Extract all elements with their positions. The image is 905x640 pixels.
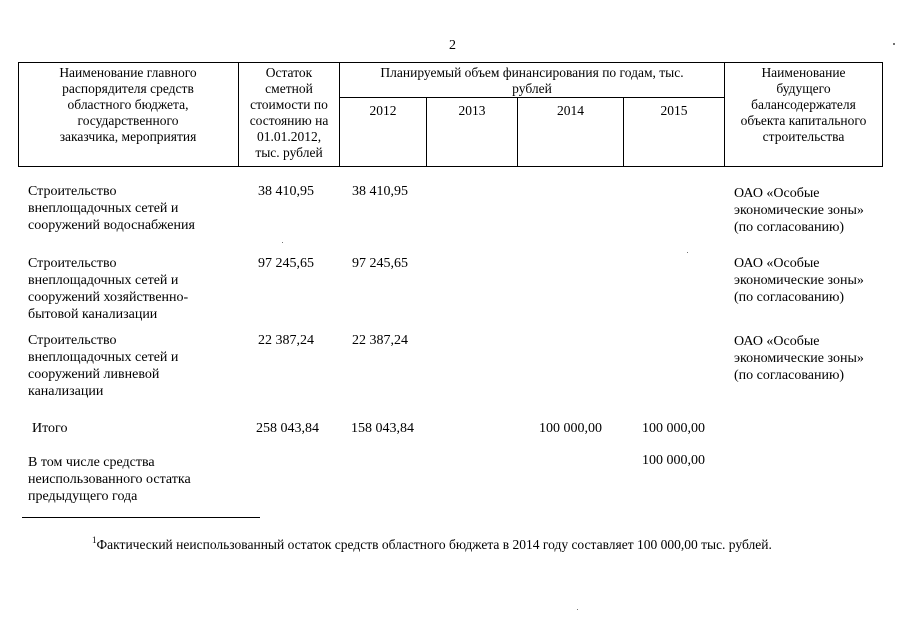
row-remainder: 258 043,84 <box>256 421 319 436</box>
row-2012: 97 245,65 <box>352 256 408 271</box>
row-remainder: 22 387,24 <box>258 333 314 348</box>
row-2015: 100 000,00 <box>642 453 705 468</box>
footnote-text: Фактический неиспользованный остаток средств областного бюджета в 2014 году составляет 100 000,00 тыс. рублей. <box>96 537 772 552</box>
header-holder-column: Наименование будущего балансодержателя объекта капитального строительства <box>740 65 867 144</box>
scan-speck <box>893 43 895 45</box>
row-holder: ОАО «Особые экономические зоны» (по согласованию) <box>734 186 864 235</box>
row-holder: ОАО «Особые экономические зоны» (по согласованию) <box>734 256 864 305</box>
row-name: Строительство внеплощадочных сетей и сооружений хозяйственно- бытовой канализации <box>28 256 189 322</box>
header-name-column: Наименование главного распорядителя средств областного бюджета, государственного заказчика, мероприятия <box>59 65 197 144</box>
footnote <box>92 535 772 553</box>
header-year-2015: 2015 <box>660 103 688 118</box>
header-year-2014: 2014 <box>557 103 584 118</box>
row-2012: 158 043,84 <box>351 421 414 436</box>
row-name: Строительство внеплощадочных сетей и сооружений ливневой канализации <box>28 333 179 399</box>
row-2012: 22 387,24 <box>352 333 408 348</box>
row-name: Итого <box>32 421 68 436</box>
page-number: 2 <box>449 38 456 53</box>
row-name: Строительство внеплощадочных сетей и сооружений водоснабжения <box>28 184 195 233</box>
row-2015: 100 000,00 <box>642 421 705 436</box>
row-2012: 38 410,95 <box>352 184 408 199</box>
footnote-separator <box>22 517 260 518</box>
row-remainder: 38 410,95 <box>258 184 314 199</box>
scan-speck <box>577 609 578 610</box>
row-name: В том числе средства неиспользованного остатка предыдущего года <box>28 455 191 504</box>
row-holder: ОАО «Особые экономические зоны» (по согласованию) <box>734 334 864 383</box>
header-year-2013: 2013 <box>458 103 486 118</box>
header-planned-financing: Планируемый объем финансирования по годам, тыс. рублей <box>380 65 684 96</box>
header-remainder-column: Остаток сметной стоимости по состоянию на 01.01.2012, тыс. рублей <box>249 65 329 160</box>
header-year-2012: 2012 <box>369 103 397 118</box>
scan-speck <box>687 252 688 253</box>
row-2014: 100 000,00 <box>539 421 602 436</box>
row-remainder: 97 245,65 <box>258 256 314 271</box>
scan-speck <box>282 242 283 243</box>
table-header <box>18 62 883 167</box>
footnote-marker: 1 <box>92 535 97 545</box>
